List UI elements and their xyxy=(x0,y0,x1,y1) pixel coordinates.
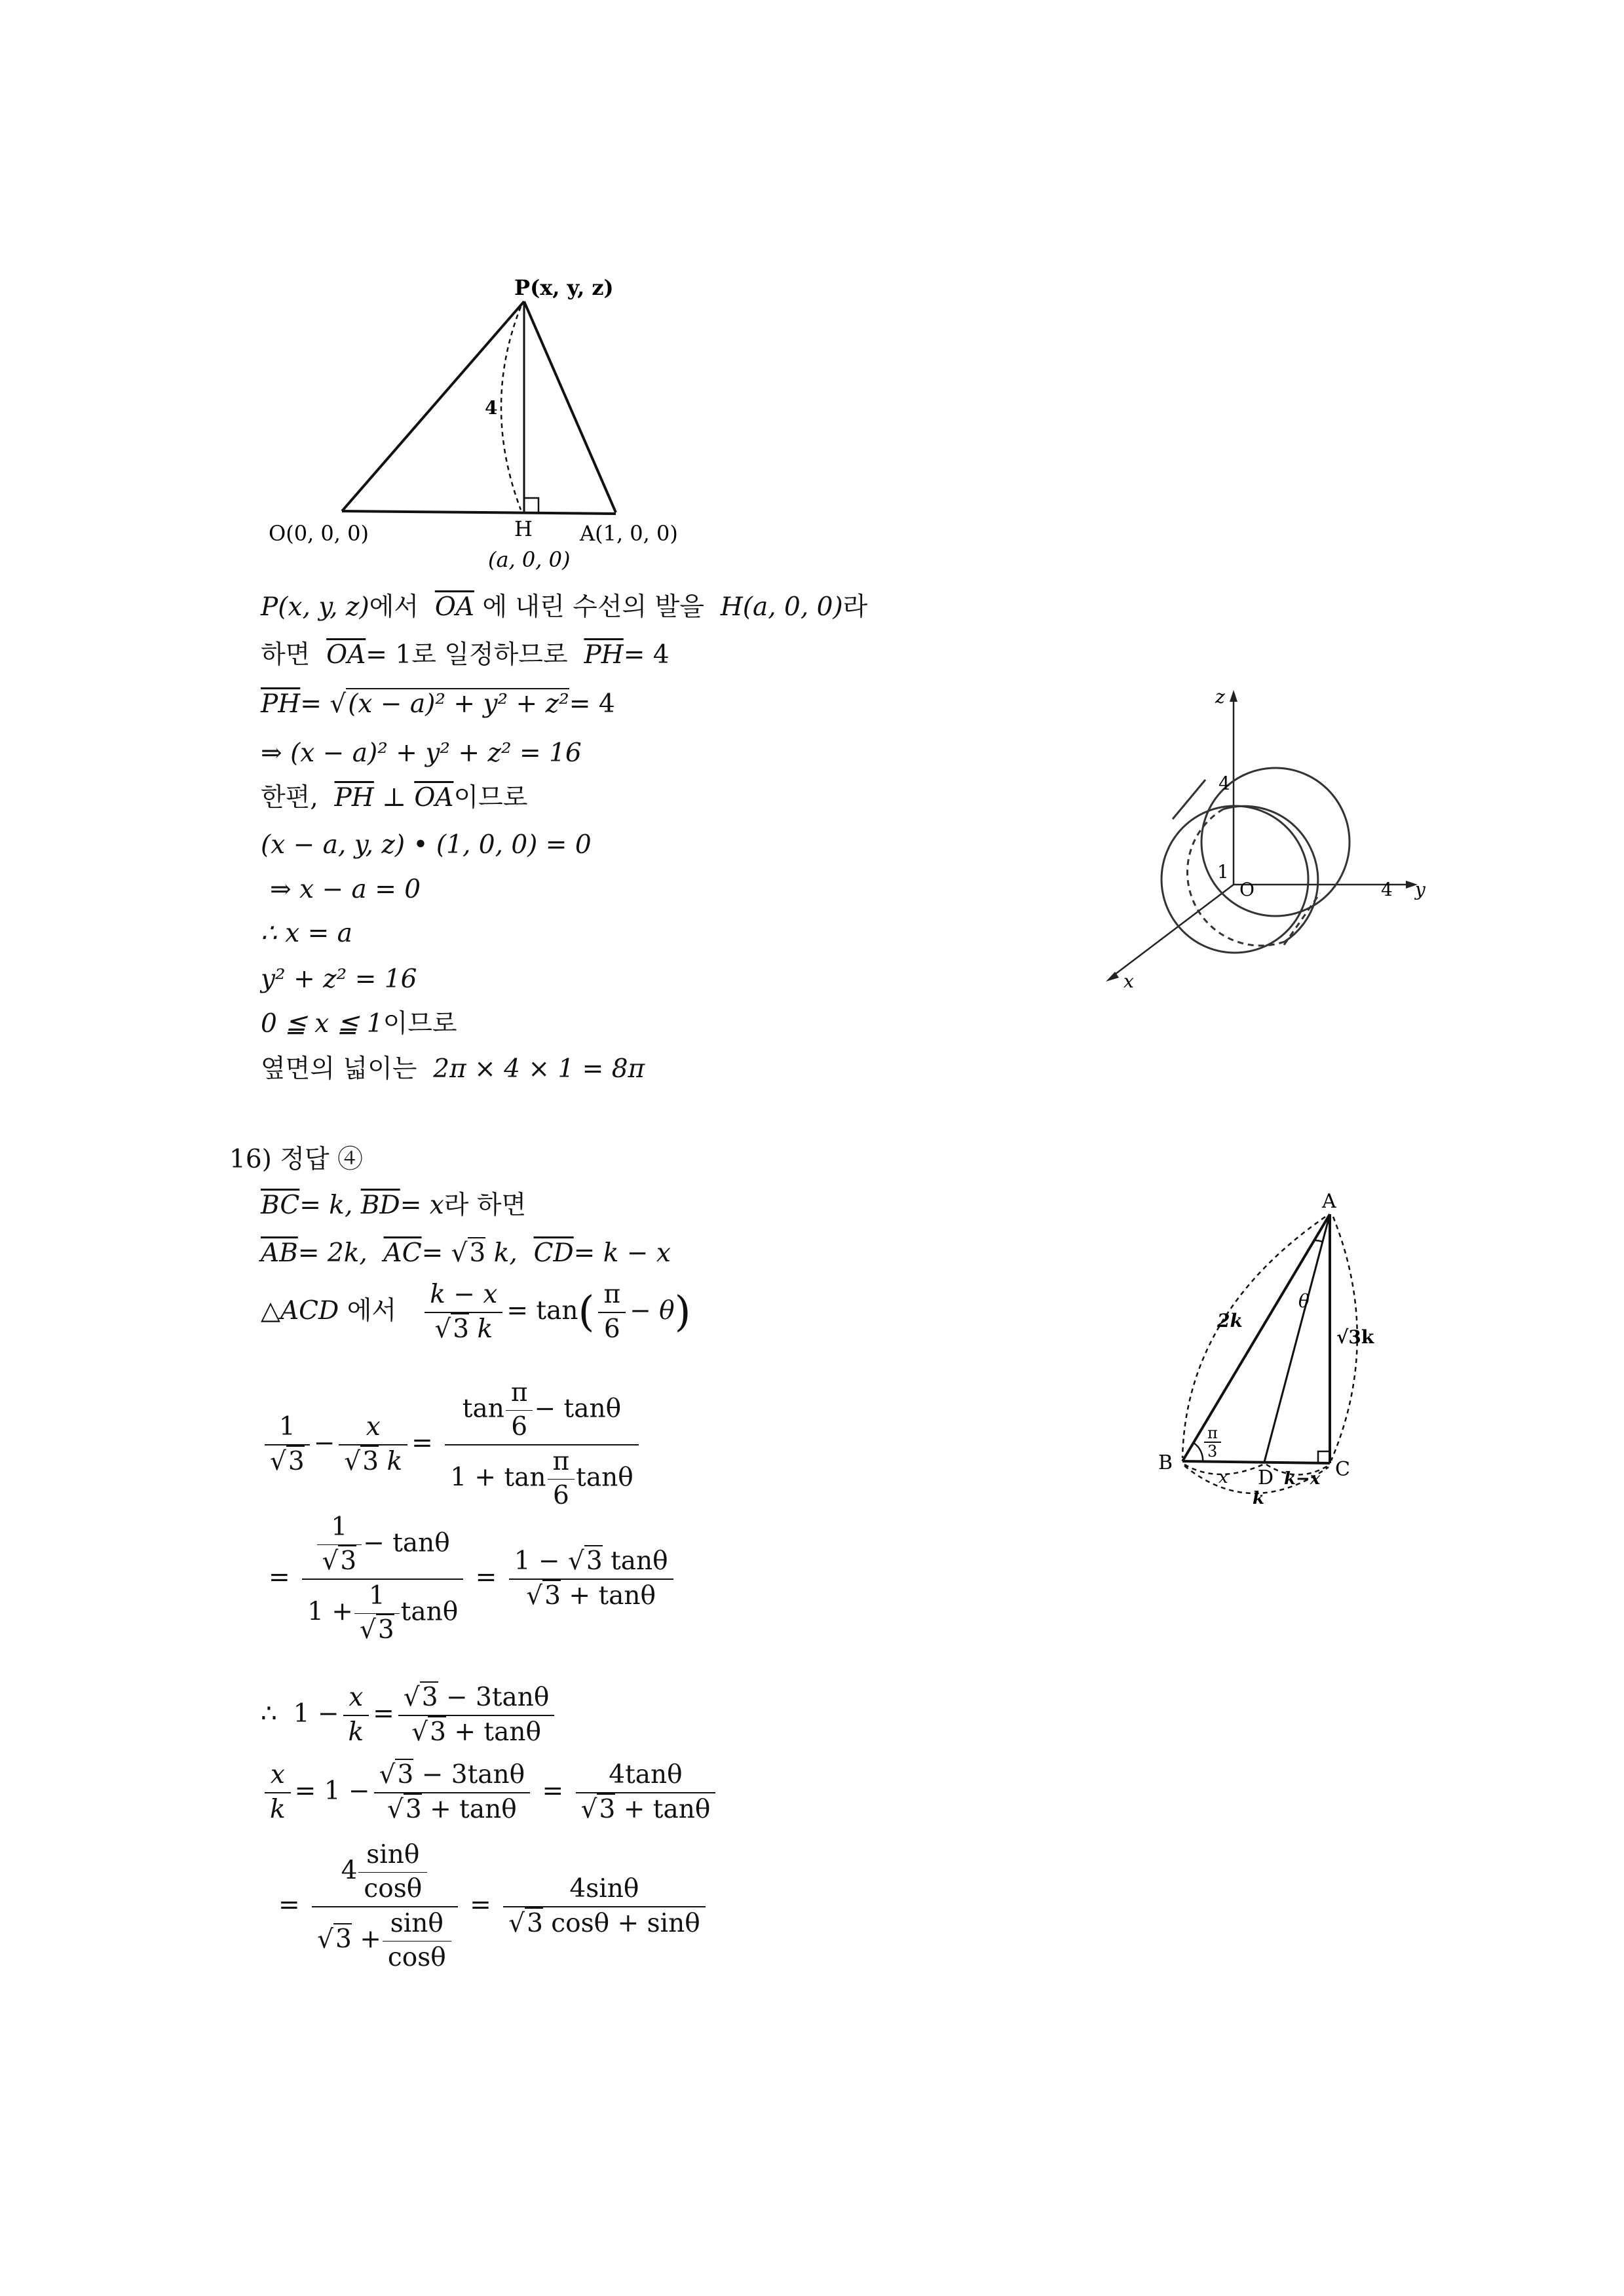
axis-x-label: x xyxy=(1124,970,1134,992)
sec15-line-2: 하면 $\overline{OA}= 1$로 일정하므로 $\overline{PH}= 4$ xyxy=(261,640,670,670)
one-label: 1 xyxy=(1217,861,1229,883)
seg-k-label: k xyxy=(1253,1489,1265,1508)
label-four: 4 xyxy=(485,397,498,419)
y-four-label: 4 xyxy=(1381,879,1393,900)
axis-z-label: z xyxy=(1215,686,1225,708)
sec16-heading: 16) 정답 ④ xyxy=(229,1145,363,1174)
vertex-a-label: A xyxy=(1322,1190,1336,1213)
seg-x-label: x xyxy=(1218,1468,1228,1487)
point-d-label: D xyxy=(1258,1466,1274,1489)
vertex-c-label: C xyxy=(1335,1458,1350,1481)
sec15-line-9: y² + z² = 16 xyxy=(261,965,417,994)
vertex-b-label: B xyxy=(1158,1451,1173,1474)
seg-kmx-label: k−x xyxy=(1284,1469,1321,1489)
sec15-line-5: 한편, $\overline{PH}$ ⊥ $\overline{OA}$이므로 xyxy=(261,783,528,813)
sec15-line-8: ∴ x = a xyxy=(261,919,352,948)
sec16-line-3: △ACD 에서 $\frac{k - x}{√3 k}$ = tan( $\frac{\pi}{6}$ − θ) xyxy=(261,1280,691,1344)
angle-theta-label: θ xyxy=(1298,1290,1310,1312)
side-2k-label: 2k xyxy=(1217,1310,1243,1331)
origin-label: O xyxy=(1239,879,1255,900)
label-h-coord: (a, 0, 0) xyxy=(488,547,571,572)
right-triangle-figure xyxy=(1140,1183,1402,1537)
sec16-eq-7: $\frac{x}{k}$ = 1 − $\frac{√3 - 3\tan\theta}{√3 + \tan\theta}$ = $\frac{4\tan\theta}{√3 + \tan\theta}$ xyxy=(261,1761,719,1824)
label-o: O(0, 0, 0) xyxy=(269,521,369,546)
axis-y-label: y xyxy=(1415,879,1426,900)
label-p: P(x, y, z) xyxy=(514,275,614,300)
sec16-eq-6: ∴ 1 − $\frac{x}{k}$ = $\frac{√3 - 3\tan\theta}{√3 + \tan\theta}$ xyxy=(261,1684,558,1747)
sec15-line-7: ⇒ x − a = 0 xyxy=(270,875,421,904)
sec16-line-1: $\overline{BC}= k$, $\overline{BD}= x$라 하면 xyxy=(261,1191,527,1220)
sec15-line-4: ⇒ (x − a)² + y² + z² = 16 xyxy=(261,738,582,768)
angle-three-label: 3 xyxy=(1207,1442,1218,1461)
sec15-line-1: P(x, y, z)에서 $\overline{OA}$ 에 내린 수선의 발을 H(a, 0, 0)라 xyxy=(261,592,868,622)
sec16-eq-8: = 4 $\frac{\sin\theta}{\cos\theta}$ √3 + $\frac{\sin\theta}{\cos\theta}$ = $\frac{4\sin\theta}{√3 \cos\theta + \sin\theta}$ xyxy=(278,1841,709,1972)
label-a: A(1, 0, 0) xyxy=(580,521,678,546)
sec16-eq-5: = $\frac{1}{√3}$ − tanθ 1 + $\frac{1}{√3}$ tanθ = $\frac{1 - √3 \tan\theta}{√3 + \tan\theta}$ xyxy=(269,1514,677,1645)
side-sqrt3k-label: √3k xyxy=(1336,1326,1374,1348)
z-four-label: 4 xyxy=(1218,773,1230,794)
sec15-line-10: 0 ≦ x ≦ 1이므로 xyxy=(261,1009,457,1039)
sec16-line-2: $\overline{AB}= 2k$, $\overline{AC}= √3$ k, $\overline{CD}= k - x$ xyxy=(261,1238,671,1268)
sec15-line-3: $\overline{PH}= √(x - a)^2 + y^2 + z^2= 4$ xyxy=(261,689,615,719)
triangle-figure xyxy=(262,269,708,590)
sec16-eq-4: $\frac{1}{√3}$ − $\frac{x}{√3 k}$ = tan $\frac{\pi}{6}$ − tanθ 1 + tan $\frac{\pi}{6}$ tanθ xyxy=(261,1379,643,1510)
sec15-line-11: 옆면의 넓이는 2π × 4 × 1 = 8π xyxy=(261,1054,645,1084)
label-h: H xyxy=(514,516,533,541)
sec15-line-6: (x − a, y, z) • (1, 0, 0) = 0 xyxy=(261,830,592,860)
cylinder-figure xyxy=(1101,685,1435,993)
angle-pi-label: π xyxy=(1207,1424,1218,1442)
